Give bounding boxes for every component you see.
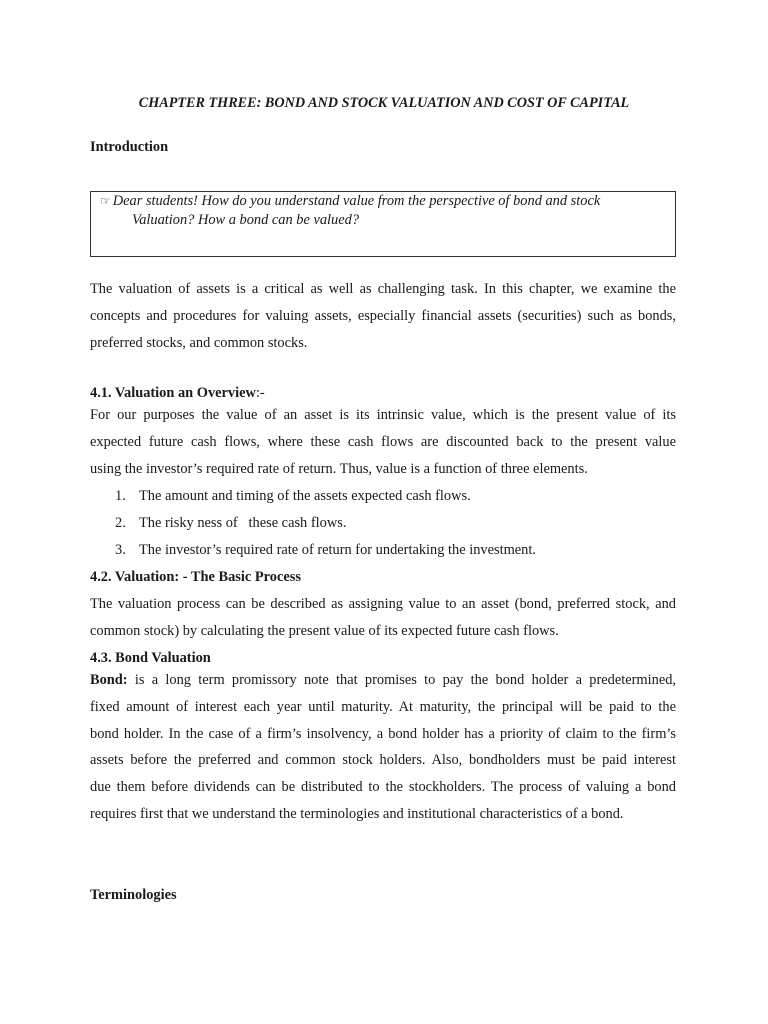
list-item: 1. The amount and timing of the assets expected cash flows. [115,488,471,504]
introduction-heading: Introduction [90,139,169,155]
prompt-line-2: Valuation? How a bond can be valued? [132,212,360,228]
section-4-3-heading: 4.3. Bond Valuation [90,650,211,666]
paragraph-line: For our purposes the value of an asset is its intrinsic value, which is the present value of its [90,407,676,423]
prompt-line-1 [100,192,600,211]
paragraph-line: using the investor’s required rate of return. Thus, value is a function of three elements. [90,460,588,477]
paragraph-line: common stock) by calculating the present value of its expected future cash flows. [90,622,559,639]
bond-definition-start: is a long term promissory note that promises to pay the bond holder a predetermined, [127,672,676,688]
paragraph-line: requires first that we understand the terminologies and institutional characteristics of a bond. [90,805,624,822]
section-4-1-paragraph [90,402,676,482]
paragraph-line [90,667,676,694]
paragraph-line: The valuation process can be described as assigning value to an asset (bond, preferred stock, and [90,596,676,612]
list-item: 2. The risky ness of these cash flows. [115,515,347,531]
section-4-1-heading [90,383,265,403]
paragraph-line: concepts and procedures for valuing assets, especially financial assets (securities) such as bonds, [90,307,676,324]
paragraph-line: fixed amount of interest each year until maturity. At maturity, the principal will be paid to the [90,698,676,715]
section-4-1-heading-text: 4.1. Valuation an Overview [90,385,256,401]
paragraph-line: The valuation of assets is a critical as well as challenging task. In this chapter, we examine the [90,281,676,297]
section-4-2-heading: 4.2. Valuation: - The Basic Process [90,569,301,585]
intro-paragraph [90,276,676,356]
paragraph-line: expected future cash flows, where these cash flows are discounted back to the present value [90,433,676,450]
chapter-title: CHAPTER THREE: BOND AND STOCK VALUATION AND COST OF CAPITAL [138,95,630,111]
pointing-hand-icon: ☞ [100,194,111,208]
paragraph-line: due them before dividends can be distributed to the stockholders. The process of valuing a bond [90,779,676,796]
terminologies-heading: Terminologies [90,887,177,903]
prompt-box [90,191,676,257]
elements-list [115,483,675,564]
section-4-2-paragraph [90,591,676,645]
paragraph-line: bond holder. In the case of a firm’s insolvency, a bond holder has a priority of claim to the firm’s [90,725,676,742]
list-item: 3. The investor’s required rate of return for undertaking the investment. [115,542,536,558]
paragraph-line: preferred stocks, and common stocks. [90,334,308,351]
section-4-1-heading-tail: :- [255,385,265,401]
bond-term: Bond: [90,672,128,688]
prompt-text-1: Dear students! How do you understand value from the perspective of bond and stock [112,193,601,209]
paragraph-line: assets before the preferred and common stock holders. Also, bondholders must be paid interest [90,752,676,769]
section-4-3-paragraph [90,667,676,828]
